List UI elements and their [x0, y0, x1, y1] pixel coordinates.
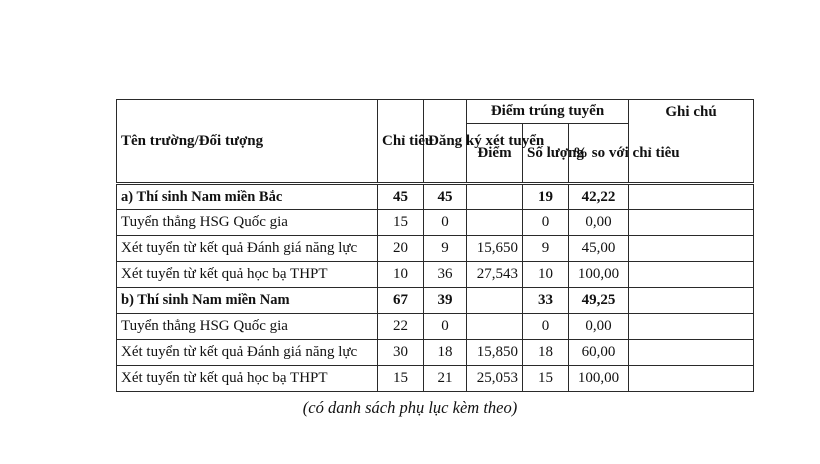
- table-row: [117, 366, 754, 392]
- cell-score: 15,850: [467, 340, 523, 366]
- cell-count: 0: [523, 210, 569, 236]
- cell-registered: 9: [424, 236, 467, 262]
- cell-score: [467, 314, 523, 340]
- admission-table: [116, 99, 754, 392]
- cell-count: 33: [523, 288, 569, 314]
- cell-score: 27,543: [467, 262, 523, 288]
- cell-quota: 15: [378, 210, 424, 236]
- table-row: [117, 340, 754, 366]
- cell-registered: 0: [424, 314, 467, 340]
- table-row: [117, 262, 754, 288]
- cell-note: [629, 184, 754, 210]
- cell-count: 18: [523, 340, 569, 366]
- cell-name: Xét tuyển từ kết quả học bạ THPT: [117, 262, 378, 288]
- cell-quota: 15: [378, 366, 424, 392]
- cell-name: b) Thí sinh Nam miền Nam: [117, 288, 378, 314]
- cell-note: [629, 236, 754, 262]
- header-percent: % so với chỉ tiêu: [569, 124, 629, 184]
- cell-name: Xét tuyển từ kết quả Đánh giá năng lực: [117, 236, 378, 262]
- cell-quota: 22: [378, 314, 424, 340]
- cell-count: 19: [523, 184, 569, 210]
- cell-percent: 0,00: [569, 314, 629, 340]
- cell-percent: 49,25: [569, 288, 629, 314]
- caption: (có danh sách phụ lục kèm theo): [302, 398, 518, 417]
- cell-score: 15,650: [467, 236, 523, 262]
- cell-note: [629, 366, 754, 392]
- cell-percent: 45,00: [569, 236, 629, 262]
- group-row: [117, 184, 754, 210]
- cell-note: [629, 262, 754, 288]
- cell-registered: 39: [424, 288, 467, 314]
- header-admission-group: Điểm trúng tuyển: [467, 100, 629, 124]
- cell-registered: 45: [424, 184, 467, 210]
- cell-count: 0: [523, 314, 569, 340]
- cell-quota: 30: [378, 340, 424, 366]
- group-row: [117, 288, 754, 314]
- cell-quota: 67: [378, 288, 424, 314]
- cell-score: [467, 288, 523, 314]
- cell-note: [629, 314, 754, 340]
- cell-registered: 21: [424, 366, 467, 392]
- header-score: Điểm: [467, 124, 523, 184]
- table-row: [117, 314, 754, 340]
- cell-quota: 20: [378, 236, 424, 262]
- header-school: Tên trường/Đối tượng: [117, 100, 378, 184]
- cell-percent: 42,22: [569, 184, 629, 210]
- header-note: Ghi chú: [629, 100, 754, 184]
- cell-percent: 0,00: [569, 210, 629, 236]
- header-count: Số lượng: [523, 124, 569, 184]
- table-row: [117, 210, 754, 236]
- cell-score: [467, 210, 523, 236]
- cell-name: Tuyển thẳng HSG Quốc gia: [117, 210, 378, 236]
- cell-quota: 45: [378, 184, 424, 210]
- cell-name: Tuyển thẳng HSG Quốc gia: [117, 314, 378, 340]
- cell-score: 25,053: [467, 366, 523, 392]
- cell-registered: 36: [424, 262, 467, 288]
- cell-note: [629, 288, 754, 314]
- cell-registered: 0: [424, 210, 467, 236]
- cell-percent: 100,00: [569, 366, 629, 392]
- table-row: [117, 236, 754, 262]
- cell-count: 9: [523, 236, 569, 262]
- header-quota: Chỉ tiêu: [378, 100, 424, 184]
- cell-note: [629, 340, 754, 366]
- cell-count: 10: [523, 262, 569, 288]
- cell-percent: 100,00: [569, 262, 629, 288]
- cell-quota: 10: [378, 262, 424, 288]
- cell-registered: 18: [424, 340, 467, 366]
- cell-percent: 60,00: [569, 340, 629, 366]
- cell-note: [629, 210, 754, 236]
- cell-score: [467, 184, 523, 210]
- cell-name: a) Thí sinh Nam miền Bắc: [117, 184, 378, 210]
- cell-count: 15: [523, 366, 569, 392]
- cell-name: Xét tuyển từ kết quả học bạ THPT: [117, 366, 378, 392]
- cell-name: Xét tuyển từ kết quả Đánh giá năng lực: [117, 340, 378, 366]
- header-registered: Đăng ký xét tuyển: [424, 100, 467, 184]
